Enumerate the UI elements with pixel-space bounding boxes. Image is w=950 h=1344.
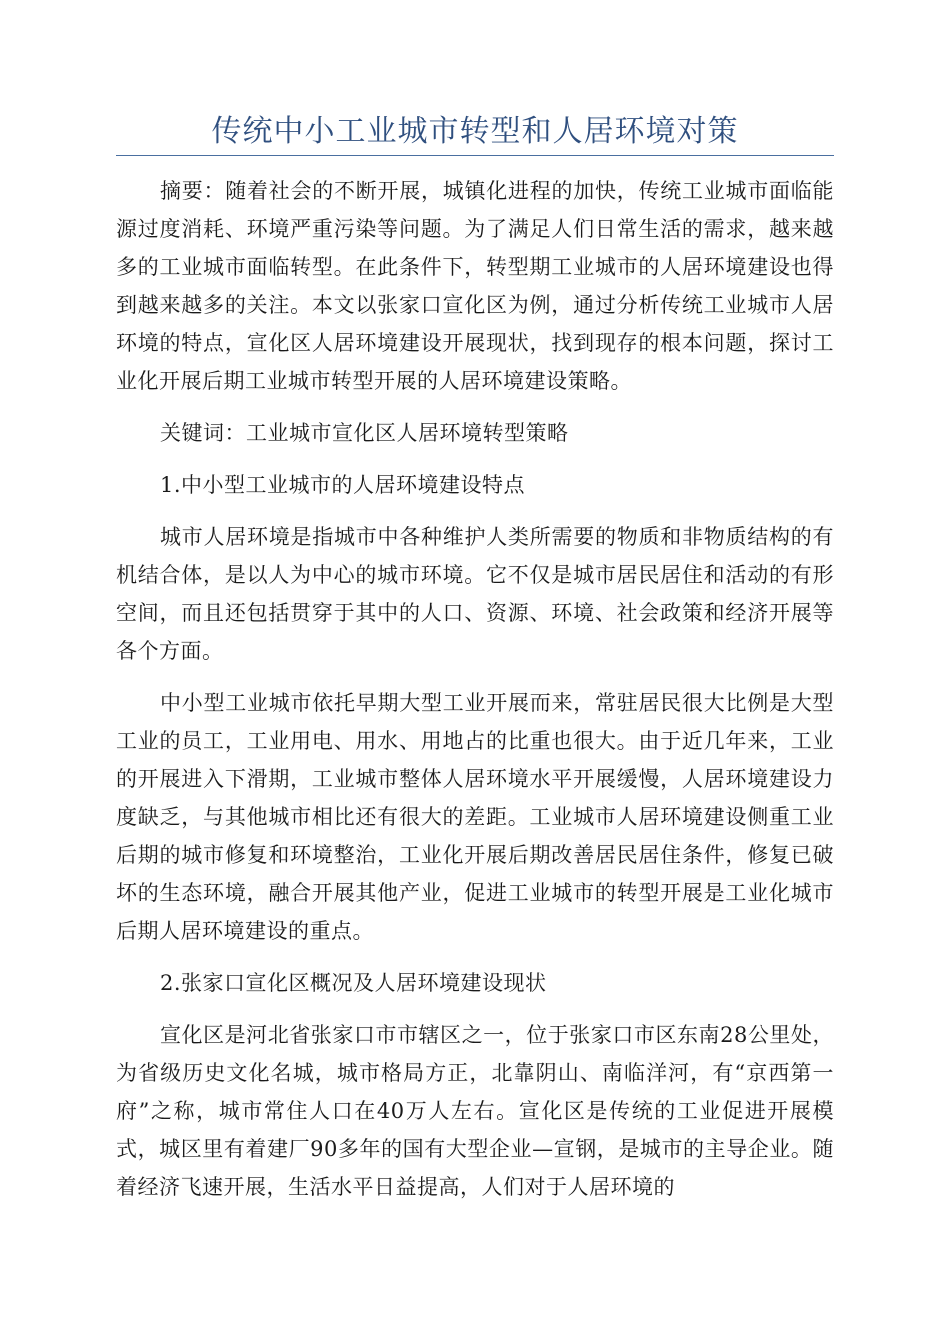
section-1-paragraph-2: 中小型工业城市依托早期大型工业开展而来，常驻居民很大比例是大型工业的员工，工业用电、用水、用地占的比重也很大。由于近几年来，工业的开展进入下滑期，工业城市整体人居环境水平开展缓慢，人居环境建设力度缺乏，与其他城市相比还有很大的差距。工业城市人居环境建设侧重工业后期的城市修复和环境整治，工业化开展后期改善居民居住条件，修复已破坏的生态环境，融合开展其他产业，促进工业城市的转型开展是工业化城市后期人居环境建设的重点。 (116, 691, 834, 943)
section-2-paragraph-1: 宣化区是河北省张家口市市辖区之一，位于张家口市区东南28公里处，为省级历史文化名城，城市格局方正，北靠阴山、南临洋河，有“京西第一府”之称，城市常住人口在40万人左右。宣化区是传统的工业促进开展模式，城区里有着建厂90多年的国有大型企业—宣钢，是城市的主导企业。随着经济飞速开展，生活水平日益提高，人们对于人居环境的 (116, 1023, 834, 1199)
keywords-line: 关键词：工业城市宣化区人居环境转型策略 (160, 421, 569, 445)
abstract-paragraph: 摘要：随着社会的不断开展，城镇化进程的加快，传统工业城市面临能源过度消耗、环境严重污染等问题。为了满足人们日常生活的需求，越来越多的工业城市面临转型。在此条件下，转型期工业城市的人居环境建设也得到越来越多的关注。本文以张家口宣化区为例，通过分析传统工业城市人居环境的特点，宣化区人居环境建设开展现状，找到现存的根本问题，探讨工业化开展后期工业城市转型开展的人居环境建设策略。 (116, 179, 834, 393)
section-1-paragraph-1: 城市人居环境是指城市中各种维护人类所需要的物质和非物质结构的有机结合体，是以人为中心的城市环境。它不仅是城市居民居住和活动的有形空间，而且还包括贯穿于其中的人口、资源、环境、社会政策和经济开展等各个方面。 (116, 525, 834, 663)
document-body (116, 172, 834, 1206)
title-underline (116, 155, 834, 156)
section-2-heading: 2.张家口宣化区概况及人居环境建设现状 (160, 971, 547, 995)
document-title: 传统中小工业城市转型和人居环境对策 (211, 114, 739, 149)
section-1-heading: 1.中小型工业城市的人居环境建设特点 (160, 473, 526, 497)
